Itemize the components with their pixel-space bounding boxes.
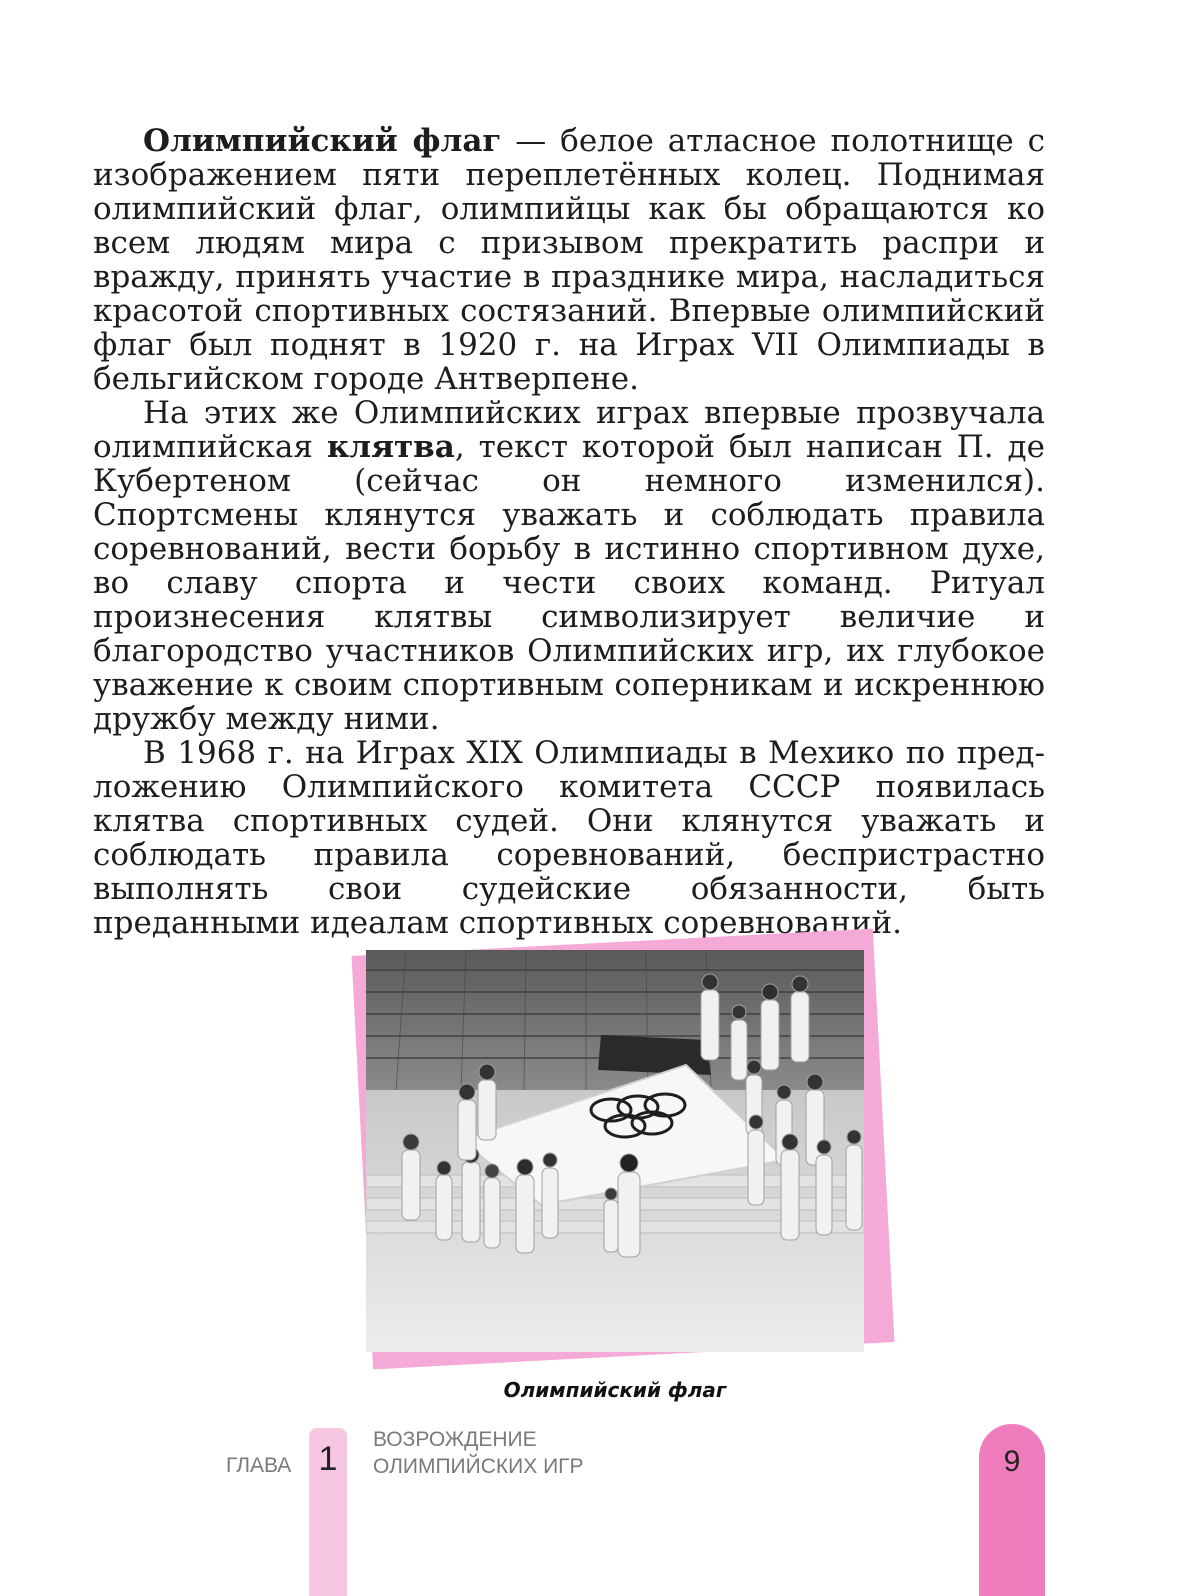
term-oath: клятва	[326, 429, 455, 465]
olympic-flag-photo-illustration	[366, 950, 864, 1352]
figure-caption: Олимпийский флаг	[503, 1378, 727, 1402]
chapter-label: ГЛАВА	[226, 1454, 292, 1477]
chapter-number: 1	[318, 1440, 338, 1478]
section-title	[373, 1426, 584, 1480]
paragraph-olympic-oath	[93, 396, 1045, 736]
section-title-line-1: ВОЗРОЖДЕНИЕ	[373, 1428, 537, 1451]
paragraph-judges-oath: В 1968 г. на Играх XIX Олимпиады в Мехико по предложению Олимпийского комитета СССР появилась клятва спортивных судей. Они клянутся уважать и соблюдать правила соревнований, беспристрастно выполнять свои судейские обязанности, быть преданными идеалам спортивных соревнований.	[93, 735, 1045, 941]
paragraph-olympic-oath-text-start: На этих же Олимпийских играх впервые прозвучала олимпийская	[93, 395, 1045, 465]
body-text	[93, 124, 1045, 940]
paragraph-olympic-flag	[93, 124, 1045, 396]
section-title-line-2: ОЛИМПИЙСКИХ ИГР	[373, 1455, 584, 1478]
olympic-flag-photo	[366, 950, 864, 1352]
term-olympic-flag: Олимпийский флаг	[143, 123, 502, 159]
paragraph-olympic-flag-text: — белое атласное полотнище с изображением пяти переплетённых колец. Поднимая олимпийский флаг, олимпийцы как бы обращаются ко всем людям мира с призывом прекратить распри и вражду, принять участие в празднике мира, насладиться красотой спортивных состязаний. Впервые олимпийский флаг был поднят в 1920 г. на Играх VII Олимпиады в бельгийском городе Антверпене.	[93, 123, 1045, 397]
page-number: 9	[1003, 1445, 1021, 1478]
paragraph-olympic-oath-text-end: , текст которой был написан П. де Кубертеном (сейчас он немного изменился). Спортсмены клянутся уважать и соблюдать правила соревнований, вести борьбу в истинно спортивном духе, во славу спорта и чести своих команд. Ритуал произнесения клятвы символизирует величие и благородство участников Олимпийских игр, их глубокое уважение к своим спортивным соперникам и искреннюю дружбу между ними.	[93, 429, 1045, 737]
